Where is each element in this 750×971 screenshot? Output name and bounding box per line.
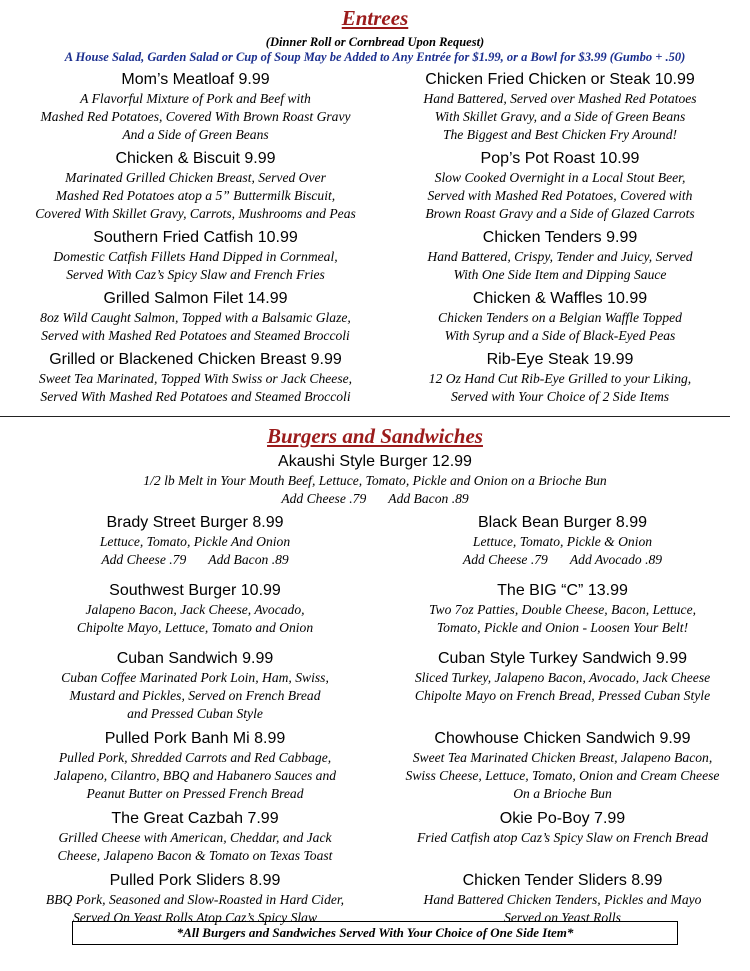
menu-item — [8, 149, 383, 228]
item-name: Southern Fried Catfish 10.99 — [93, 229, 298, 246]
menu-item — [380, 149, 740, 228]
item-addons — [0, 551, 390, 569]
menu-item — [8, 70, 383, 149]
item-name: Grilled Salmon Filet 14.99 — [103, 290, 288, 307]
item-name: Rib-Eye Steak 19.99 — [486, 351, 634, 368]
entrees-heading: Entrees — [341, 6, 409, 30]
item-description: And a Side of Green Beans — [122, 127, 269, 142]
item-description: With Syrup and a Side of Black-Eyed Peas — [444, 328, 676, 343]
item-description: Lettuce, Tomato, Pickle & Onion — [472, 534, 653, 549]
item-description: Chipolte Mayo on French Bread, Pressed Cuban Style — [414, 688, 711, 703]
item-description: Grilled Cheese with American, Cheddar, and Jack — [58, 830, 332, 845]
item-description: Jalapeno Bacon, Jack Cheese, Avocado, — [85, 602, 305, 617]
item-description: Cuban Coffee Marinated Pork Loin, Ham, Swiss, — [61, 670, 329, 685]
entrees-left-column — [8, 70, 383, 411]
item-description: Peanut Butter on Pressed French Bread — [86, 786, 304, 801]
section-divider — [0, 416, 730, 417]
item-description: Hand Battered, Crispy, Tender and Juicy, Served — [427, 249, 693, 264]
item-addons — [375, 551, 750, 569]
menu-item — [0, 513, 390, 581]
item-description: Pulled Pork, Shredded Carrots and Red Cabbage, — [58, 750, 332, 765]
item-description: Swiss Cheese, Lettuce, Tomato, Onion and Cream Cheese — [405, 768, 720, 783]
menu-item — [375, 513, 750, 581]
item-description: 12 Oz Hand Cut Rib-Eye Grilled to your Liking, — [428, 371, 692, 386]
entrees-right-column — [380, 70, 740, 411]
item-name: Pulled Pork Banh Mi 8.99 — [104, 730, 286, 747]
item-description: 1/2 lb Melt in Your Mouth Beef, Lettuce, Tomato, Pickle and Onion on a Brioche Bun — [143, 473, 607, 488]
item-description: Brown Roast Gravy and a Side of Glazed Carrots — [425, 206, 695, 221]
item-name: Mom’s Meatloaf 9.99 — [121, 71, 270, 88]
item-description: With One Side Item and Dipping Sauce — [453, 267, 667, 282]
addon-price: Add Avocado .89 — [569, 552, 663, 567]
item-name: The Great Cazbah 7.99 — [111, 810, 279, 827]
item-description: Served With Mashed Red Potatoes and Steamed Broccoli — [40, 389, 351, 404]
item-name: The BIG “C” 13.99 — [497, 582, 628, 599]
item-name: Pop’s Pot Roast 10.99 — [480, 150, 640, 167]
item-description: Mustard and Pickles, Served on French Bread — [69, 688, 321, 703]
item-description: The Biggest and Best Chicken Fry Around! — [442, 127, 678, 142]
menu-item — [380, 350, 740, 411]
item-name: Chicken & Biscuit 9.99 — [115, 150, 276, 167]
item-name: Black Bean Burger 8.99 — [478, 514, 647, 531]
item-description: Two 7oz Patties, Double Cheese, Bacon, Lettuce, — [428, 602, 697, 617]
menu-item — [375, 729, 750, 809]
item-description: Served With Caz’s Spicy Slaw and French Fries — [66, 267, 325, 282]
item-addons — [0, 490, 750, 508]
item-name: Chicken Tenders 9.99 — [482, 229, 638, 246]
item-name: Chicken & Waffles 10.99 — [472, 290, 648, 307]
featured-menu-item — [0, 452, 750, 508]
burgers-left-column — [0, 513, 390, 939]
item-description: Served with Mashed Red Potatoes, Covered with — [427, 188, 693, 203]
menu-item — [8, 350, 383, 411]
item-description: With Skillet Gravy, and a Side of Green Beans — [434, 109, 686, 124]
item-name: Akaushi Style Burger 12.99 — [278, 453, 472, 470]
burgers-right-column — [375, 513, 750, 939]
item-description: Chicken Tenders on a Belgian Waffle Topped — [438, 310, 682, 325]
item-description: Sliced Turkey, Jalapeno Bacon, Avocado, Jack Cheese — [414, 670, 711, 685]
item-description: Hand Battered, Served over Mashed Red Potatoes — [423, 91, 697, 106]
item-description: Hand Battered Chicken Tenders, Pickles and Mayo — [423, 892, 702, 907]
item-description: Domestic Catfish Fillets Hand Dipped in Cornmeal, — [53, 249, 338, 264]
item-description: A Flavorful Mixture of Pork and Beef with — [80, 91, 311, 106]
menu-item — [0, 649, 390, 729]
item-name: Okie Po-Boy 7.99 — [499, 810, 626, 827]
menu-item — [0, 809, 390, 871]
menu-item — [375, 581, 750, 649]
item-description: Mashed Red Potatoes, Covered With Brown Roast Gravy — [40, 109, 351, 124]
item-name: Chicken Fried Chicken or Steak 10.99 — [425, 71, 695, 88]
menu-item — [0, 729, 390, 809]
item-name: Grilled or Blackened Chicken Breast 9.99 — [49, 351, 342, 368]
item-name: Chicken Tender Sliders 8.99 — [462, 872, 663, 889]
item-description: Mashed Red Potatoes atop a 5” Buttermilk Biscuit, — [55, 188, 336, 203]
item-description: BBQ Pork, Seasoned and Slow-Roasted in Hard Cider, — [45, 892, 345, 907]
item-description: 8oz Wild Caught Salmon, Topped with a Balsamic Glaze, — [40, 310, 351, 325]
side-item-footer-note: *All Burgers and Sandwiches Served With Your Choice of One Side Item* — [72, 921, 678, 945]
item-description: and Pressed Cuban Style — [127, 706, 263, 721]
dinner-roll-note: (Dinner Roll or Cornbread Upon Request) — [265, 35, 485, 49]
addon-price: Add Cheese .79 — [101, 552, 187, 567]
menu-item — [380, 70, 740, 149]
item-name: Brady Street Burger 8.99 — [106, 514, 284, 531]
item-description: Cheese, Jalapeno Bacon & Tomato on Texas Toast — [57, 848, 333, 863]
menu-item — [375, 809, 750, 871]
item-name: Cuban Sandwich 9.99 — [116, 650, 274, 667]
addon-price: Add Cheese .79 — [281, 491, 367, 506]
item-description: Covered With Skillet Gravy, Carrots, Mushrooms and Peas — [35, 206, 356, 221]
item-description: Tomato, Pickle and Onion - Loosen Your Belt! — [436, 620, 689, 635]
item-name: Southwest Burger 10.99 — [109, 582, 281, 599]
item-description: Slow Cooked Overnight in a Local Stout Beer, — [434, 170, 686, 185]
item-description: Served with Mashed Red Potatoes and Steamed Broccoli — [41, 328, 350, 343]
menu-item — [8, 228, 383, 289]
item-description: Lettuce, Tomato, Pickle And Onion — [99, 534, 291, 549]
item-description: Chipolte Mayo, Lettuce, Tomato and Onion — [76, 620, 314, 635]
item-description: Served On Yeast Rolls Atop Caz’s Spicy Slaw — [72, 910, 318, 925]
menu-item — [380, 289, 740, 350]
menu-item — [380, 228, 740, 289]
addon-price: Add Bacon .89 — [388, 491, 469, 506]
item-description: Served with Your Choice of 2 Side Items — [450, 389, 670, 404]
item-name: Pulled Pork Sliders 8.99 — [109, 872, 281, 889]
item-description: On a Brioche Bun — [513, 786, 612, 801]
menu-item — [8, 289, 383, 350]
item-name: Cuban Style Turkey Sandwich 9.99 — [437, 650, 688, 667]
item-description: Marinated Grilled Chicken Breast, Served Over — [65, 170, 326, 185]
item-description: Served on Yeast Rolls — [504, 910, 621, 925]
item-description: Sweet Tea Marinated, Topped With Swiss or Jack Cheese, — [38, 371, 353, 386]
item-description: Jalapeno, Cilantro, BBQ and Habanero Sauces and — [53, 768, 337, 783]
item-description: Sweet Tea Marinated Chicken Breast, Jalapeno Bacon, — [412, 750, 713, 765]
burgers-heading: Burgers and Sandwiches — [267, 424, 483, 448]
item-description: Fried Catfish atop Caz’s Spicy Slaw on French Bread — [417, 830, 708, 845]
menu-item — [0, 581, 390, 649]
addon-price: Add Bacon .89 — [208, 552, 289, 567]
addon-price: Add Cheese .79 — [462, 552, 548, 567]
menu-item — [375, 649, 750, 729]
item-name: Chowhouse Chicken Sandwich 9.99 — [434, 730, 691, 747]
side-addon-note: A House Salad, Garden Salad or Cup of Soup May be Added to Any Entrée for $1.99, or a Bowl for $3.99 (Gumbo + .50) — [64, 50, 686, 64]
